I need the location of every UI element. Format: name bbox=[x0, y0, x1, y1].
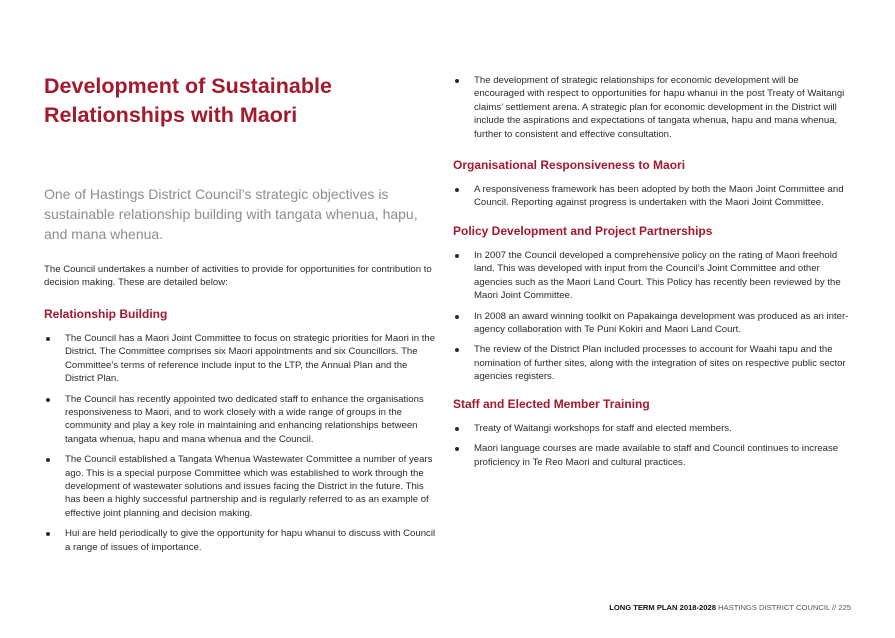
section-heading: Staff and Elected Member Training bbox=[453, 397, 650, 411]
page-footer bbox=[609, 603, 851, 613]
bullet-list bbox=[453, 74, 851, 141]
bullet-icon bbox=[455, 79, 459, 83]
footer-plan: LONG TERM PLAN 2018-2028 bbox=[609, 603, 716, 612]
list-item: The Council has a Maori Joint Committee to focus on strategic priorities for Maori in the District. The Committee comprises six Maori appointments and six Councillors. The Committee’s terms of reference include input to the LTP, the Annual Plan and the District Plan. bbox=[44, 332, 436, 386]
section-organisational-responsiveness bbox=[453, 158, 851, 217]
list-item: Treaty of Waitangi workshops for staff and elected members. bbox=[453, 422, 851, 435]
list-item: The development of strategic relationships for economic development will be encouraged with respect to opportunities for hapu whanui in the post Treaty of Waitangi claims’ settlement arena. A strategic plan for economic development in the District will include the aspirations and expectations of tangata whenua, hapu and mana whenua, further to consistent and effective consultation. bbox=[453, 74, 851, 141]
section-heading: Policy Development and Project Partnerships bbox=[453, 224, 713, 238]
section-heading: Relationship Building bbox=[44, 307, 168, 321]
list-item: Maori language courses are made available to staff and Council continues to increase proficiency in Te Reo Maori and cultural practices. bbox=[453, 442, 851, 469]
section-relationship-building bbox=[44, 307, 436, 561]
list-item: A responsiveness framework has been adopted by both the Maori Joint Committee and Council. Reporting against progress is undertaken with the Maori Joint Committee. bbox=[453, 183, 851, 210]
list-item: Hui are held periodically to give the opportunity for hapu whanui to discuss with Council a range of issues of importance. bbox=[44, 527, 436, 554]
section-policy-development bbox=[453, 224, 851, 391]
bullet-icon bbox=[46, 458, 50, 462]
bullet-icon bbox=[455, 315, 459, 319]
list-item: In 2008 an award winning toolkit on Papakainga development was produced as an inter-agency collaboration with Te Puni Kokiri and Maori Land Court. bbox=[453, 310, 851, 337]
section-staff-training bbox=[453, 397, 851, 476]
list-item: The review of the District Plan included processes to account for Waahi tapu and the nomination of further sites, along with the integration of sites on respective public sector agencies registers. bbox=[453, 343, 851, 383]
bullet-icon bbox=[455, 254, 459, 258]
bullet-list bbox=[453, 249, 851, 384]
section-heading: Organisational Responsiveness to Maori bbox=[453, 158, 686, 172]
bullet-icon bbox=[455, 348, 459, 352]
bullet-icon bbox=[455, 427, 459, 431]
page-title: Development of Sustainable Relationships with Maori bbox=[44, 74, 332, 127]
lead-paragraph: One of Hastings District Council’s strategic objectives is sustainable relationship building with tangata whenua, hapu, and mana whenua. bbox=[44, 186, 418, 242]
bullet-icon bbox=[455, 188, 459, 192]
list-item: In 2007 the Council developed a comprehensive policy on the rating of Maori freehold land. This was developed with input from the Council’s Joint Committee and other agencies such as the Maori Land Court. This Policy has recently been reviewed by the Maori Joint Committee. bbox=[453, 249, 851, 303]
bullet-list bbox=[453, 183, 851, 210]
bullet-icon bbox=[46, 337, 50, 341]
section-continued bbox=[453, 74, 851, 148]
bullet-list bbox=[44, 332, 436, 554]
intro-paragraph: The Council undertakes a number of activities to provide for opportunities for contribution to decision making. These are detailed below: bbox=[44, 264, 432, 289]
footer-council: HASTINGS DISTRICT COUNCIL // 225 bbox=[718, 603, 851, 612]
list-item: The Council established a Tangata Whenua Wastewater Committee a number of years ago. This is a special purpose Committee which was established to work through the development of wastewater solutions and issues facing the District in the future. This has been a highly successful partnership and is regularly referred to as an example of effective joint planning and decision making. bbox=[44, 453, 436, 520]
bullet-list bbox=[453, 422, 851, 469]
bullet-icon bbox=[46, 532, 50, 536]
bullet-icon bbox=[46, 398, 50, 402]
list-item: The Council has recently appointed two dedicated staff to enhance the organisations responsiveness to Maori, and to work closely with a wide range of groups in the community and play a key role in maintaining and enhancing relationships between tangata whenua, hapu and mana whenua and the Council. bbox=[44, 393, 436, 447]
bullet-icon bbox=[455, 447, 459, 451]
